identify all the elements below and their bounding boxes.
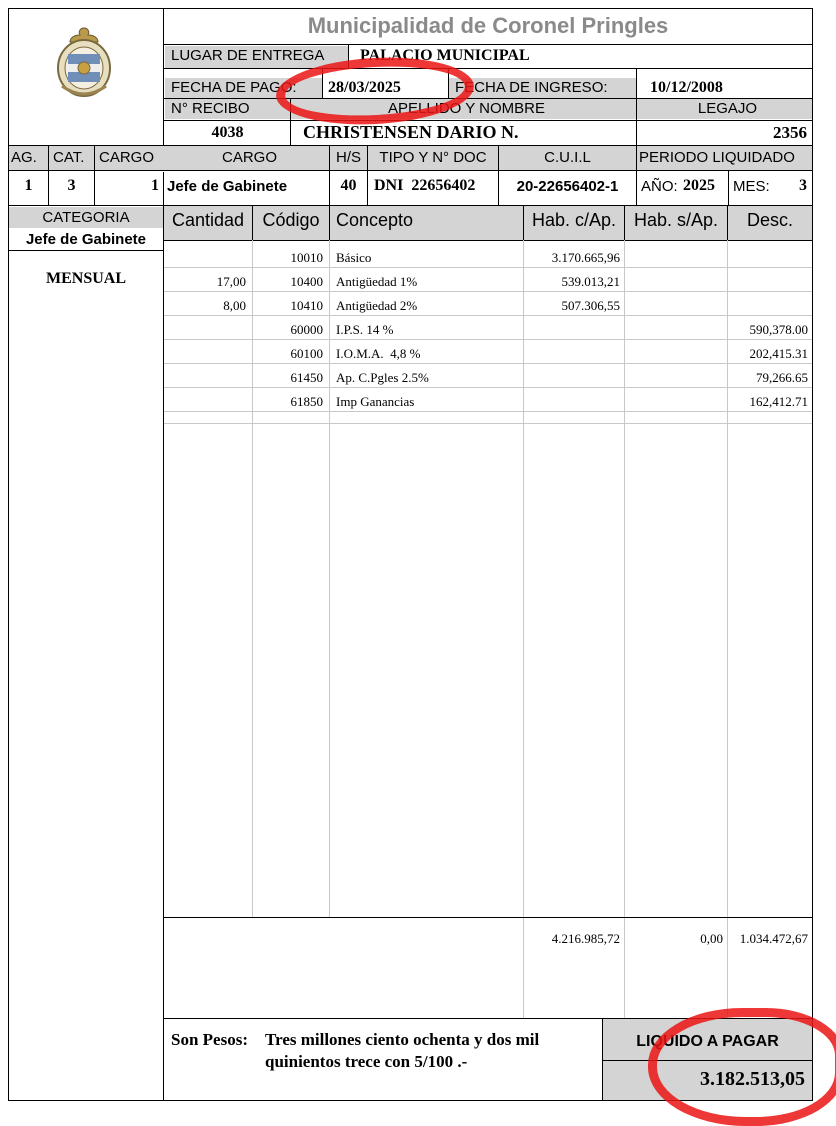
recibo-label: N° RECIBO (165, 99, 290, 119)
row-desc: 202,415.31 (749, 346, 808, 361)
row-cantidad: 17,00 (216, 274, 246, 289)
col-header-desc: Desc. (746, 210, 793, 230)
hs-value: 40 (340, 177, 357, 194)
municipal-seal-logo (52, 24, 116, 100)
col-header-hab-c: Hab. c/Ap. (531, 210, 617, 230)
row-concepto: Antigüedad 2% (336, 298, 418, 313)
anio-value: 2025 (683, 177, 715, 194)
liquido-label: LIQUIDO A PAGAR (636, 1033, 779, 1050)
ag-label: AG. (11, 149, 37, 166)
recibo-value: 4038 (211, 124, 244, 141)
ag-value: 1 (24, 177, 33, 194)
son-pesos-line2: quinientos trece con 5/100 .- (265, 1052, 468, 1071)
cargo-code-value: 1 (151, 177, 159, 194)
cat-label: CAT. (53, 149, 85, 166)
cat-value: 3 (67, 177, 76, 194)
row-concepto: Antigüedad 1% (336, 274, 418, 289)
fecha-pago-value: 28/03/2025 (328, 79, 401, 96)
col-header-cantidad: Cantidad (171, 210, 245, 230)
row-hab-c: 507.306,55 (561, 298, 620, 313)
row-desc: 79,266.65 (756, 370, 808, 385)
cargo-name-label: CARGO (221, 149, 277, 166)
anio-label: AÑO: (641, 178, 678, 195)
tipo-doc-label: TIPO Y N° DOC (379, 149, 487, 166)
col-header-codigo: Código (262, 210, 320, 230)
lugar-entrega-label: LUGAR DE ENTREGA (165, 46, 348, 68)
row-hab-c: 3.170.665,96 (551, 250, 620, 265)
liquido-value: 3.182.513,05 (700, 1068, 805, 1090)
row-codigo: 10400 (290, 274, 323, 289)
total-desc: 1.034.472,67 (739, 931, 808, 946)
cargo-name-value: Jefe de Gabinete (167, 178, 288, 195)
fecha-ingreso-label: FECHA DE INGRESO: (449, 78, 636, 98)
periodo-label: PERIODO LIQUIDADO (639, 149, 795, 166)
row-concepto: Básico (336, 250, 372, 265)
col-header-concepto: Concepto (336, 210, 414, 230)
apellido-nombre-value: CHRISTENSEN DARIO N. (303, 122, 519, 142)
row-concepto: Imp Ganancias (336, 394, 415, 409)
son-pesos-label: Son Pesos: (171, 1030, 248, 1049)
total-hab-c: 4.216.985,72 (551, 931, 620, 946)
row-codigo: 61850 (290, 394, 323, 409)
son-pesos-line1: Tres millones ciento ochenta y dos mil (265, 1030, 540, 1049)
row-codigo: 60100 (290, 346, 323, 361)
row-concepto: Ap. C.Pgles 2.5% (336, 370, 429, 385)
fecha-ingreso-value: 10/12/2008 (650, 79, 723, 96)
hs-label: H/S (335, 149, 361, 166)
row-concepto: I.O.M.A. 4,8 % (336, 346, 421, 361)
cuil-value: 20-22656402-1 (516, 178, 619, 195)
row-concepto: I.P.S. 14 % (336, 322, 394, 337)
mes-label: MES: (733, 178, 770, 195)
row-desc: 590,378.00 (749, 322, 808, 337)
cuil-label: C.U.I.L (544, 149, 591, 166)
lugar-entrega-value: PALACIO MUNICIPAL (360, 47, 530, 64)
fecha-pago-label: FECHA DE PAGO: (165, 78, 322, 98)
page-title: Municipalidad de Coronel Pringles (307, 13, 669, 38)
legajo-value: 2356 (773, 123, 807, 142)
legajo-label: LEGAJO (637, 99, 812, 119)
categoria-label: CATEGORIA (9, 207, 163, 228)
row-hab-c: 539.013,21 (561, 274, 620, 289)
row-codigo: 60000 (290, 322, 323, 337)
row-codigo: 10010 (290, 250, 323, 265)
apellido-nombre-label: APELLIDO Y NOMBRE (291, 99, 636, 119)
tipo-doc-value: DNI 22656402 (374, 177, 476, 194)
row-desc: 162,412.71 (749, 394, 808, 409)
categoria-value: Jefe de Gabinete (25, 231, 147, 248)
categoria-tipo: MENSUAL (45, 270, 126, 287)
col-header-hab-s: Hab. s/Ap. (633, 210, 719, 230)
total-hab-s: 0,00 (700, 931, 723, 946)
cargo-code-label: CARGO (99, 149, 155, 166)
row-codigo: 10410 (290, 298, 323, 313)
row-cantidad: 8,00 (223, 298, 246, 313)
row-codigo: 61450 (290, 370, 323, 385)
mes-value: 3 (799, 177, 807, 194)
